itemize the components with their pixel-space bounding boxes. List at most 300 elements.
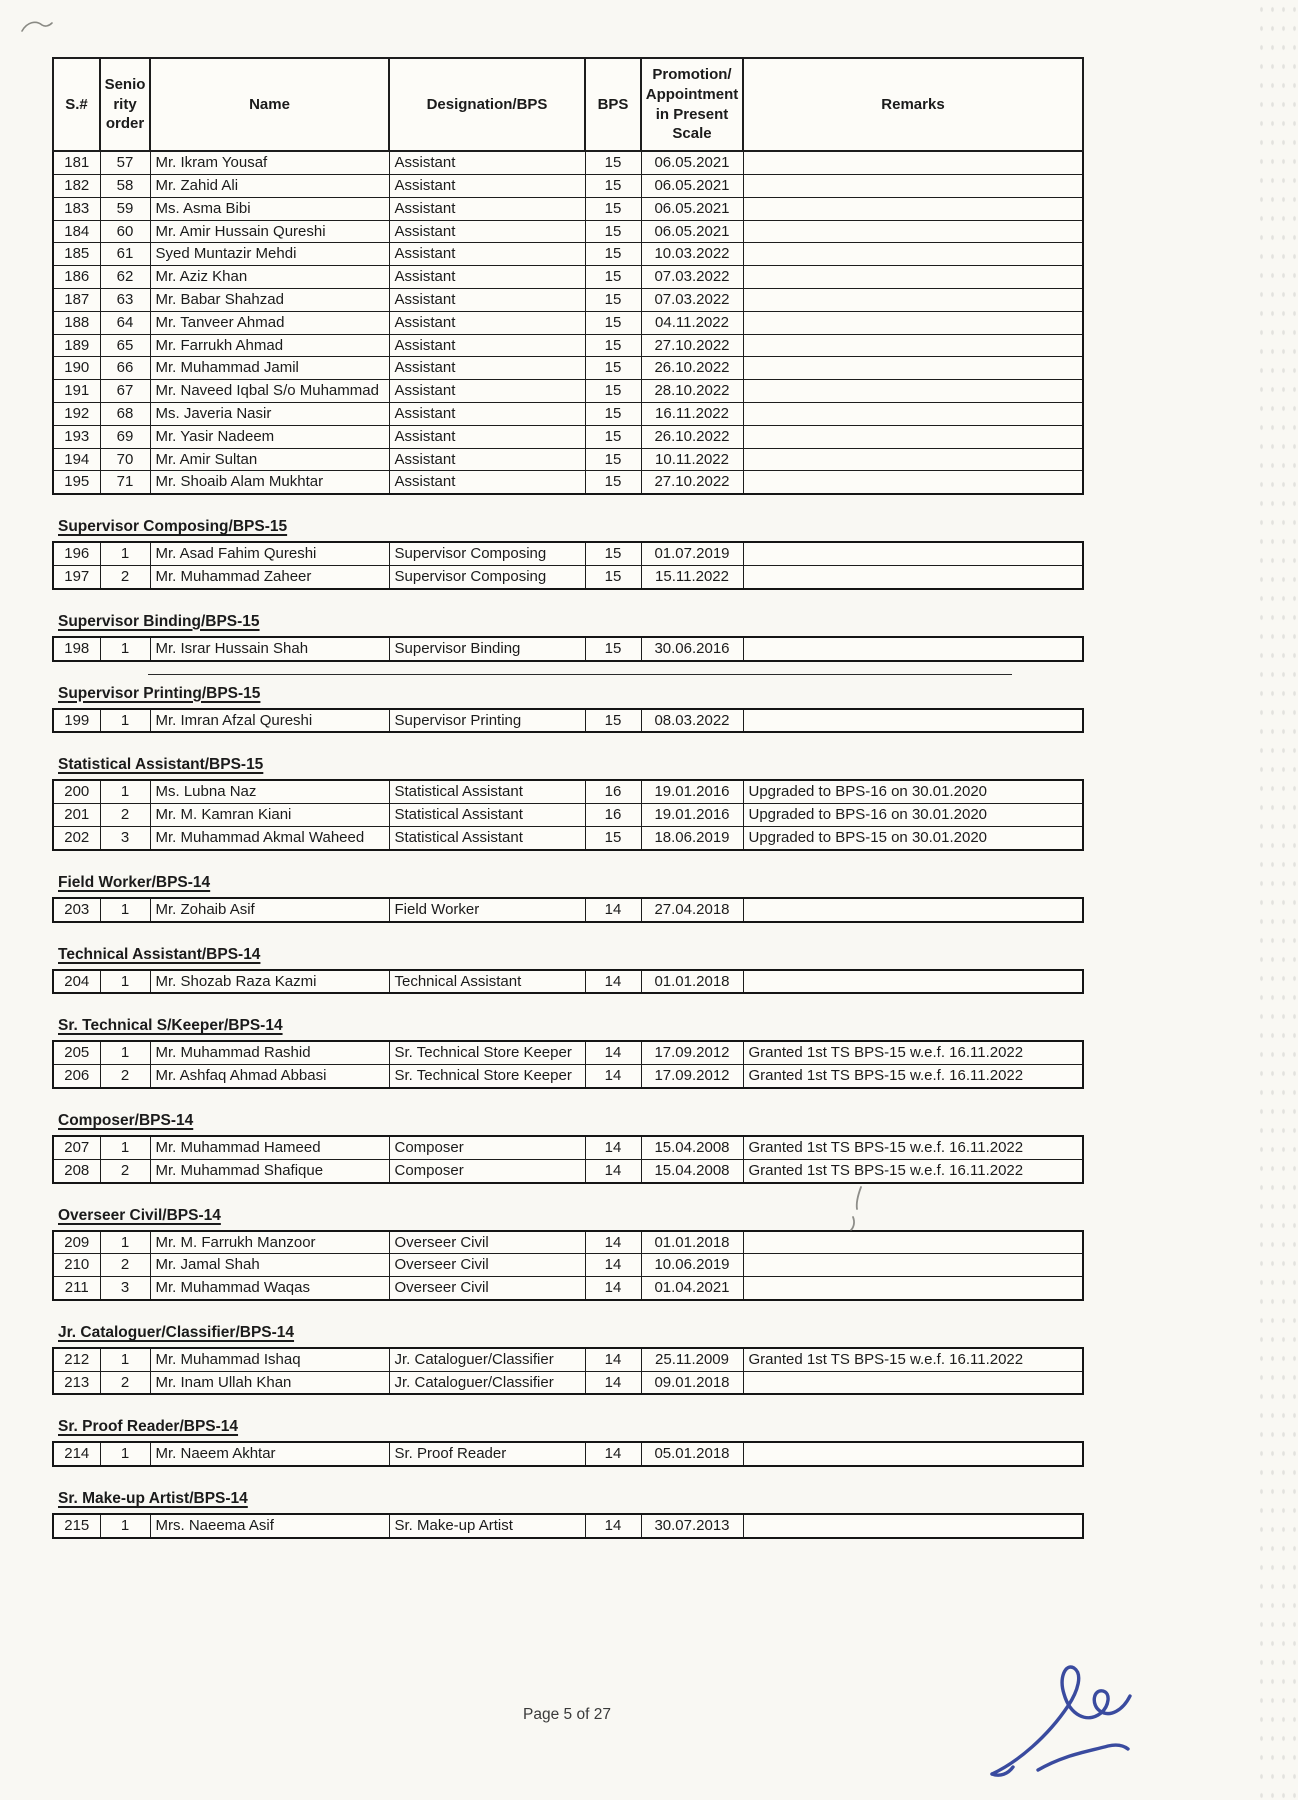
cell-bps: 15 xyxy=(585,402,641,425)
cell-designation: Assistant xyxy=(389,151,585,174)
header-name: Name xyxy=(150,58,389,151)
cell-designation: Jr. Cataloguer/Classifier xyxy=(389,1348,585,1371)
cell-name: Mr. Israr Hussain Shah xyxy=(150,637,389,661)
table-header xyxy=(53,58,1083,151)
cell-name: Mr. Zohaib Asif xyxy=(150,898,389,922)
cell-name: Mr. Muhammad Waqas xyxy=(150,1277,389,1300)
cell-name: Mr. Imran Afzal Qureshi xyxy=(150,709,389,733)
cell-sn: 186 xyxy=(53,266,100,289)
signature-ink xyxy=(980,1648,1158,1798)
cell-date: 06.05.2021 xyxy=(641,151,743,174)
table-row xyxy=(53,637,1083,661)
section-heading: Technical Assistant/BPS-14 xyxy=(58,945,261,963)
cell-sn: 203 xyxy=(53,898,100,922)
cell-seniority: 61 xyxy=(100,243,150,266)
cell-name: Mr. Muhammad Zaheer xyxy=(150,565,389,588)
cell-seniority: 3 xyxy=(100,1277,150,1300)
cell-sn: 200 xyxy=(53,780,100,803)
cell-name: Mr. Babar Shahzad xyxy=(150,288,389,311)
page-footer xyxy=(52,1706,1082,1724)
table-row xyxy=(53,471,1083,494)
section-table xyxy=(52,1347,1084,1396)
roster-section xyxy=(52,518,1298,590)
cell-sn: 213 xyxy=(53,1371,100,1394)
section-table-body xyxy=(53,709,1083,733)
table-row xyxy=(53,565,1083,588)
table-row xyxy=(53,197,1083,220)
cell-designation: Assistant xyxy=(389,380,585,403)
cell-designation: Assistant xyxy=(389,334,585,357)
cell-seniority: 1 xyxy=(100,1041,150,1064)
cell-sn: 207 xyxy=(53,1136,100,1159)
cell-remarks xyxy=(743,174,1083,197)
table-row xyxy=(53,266,1083,289)
section-table-body xyxy=(53,1136,1083,1183)
cell-designation: Jr. Cataloguer/Classifier xyxy=(389,1371,585,1394)
cell-bps: 15 xyxy=(585,288,641,311)
roster-section xyxy=(52,1112,1298,1184)
cell-remarks xyxy=(743,1442,1083,1466)
cell-bps: 15 xyxy=(585,542,641,565)
cell-date: 15.04.2008 xyxy=(641,1159,743,1182)
cell-seniority: 58 xyxy=(100,174,150,197)
section-table-body xyxy=(53,970,1083,994)
cell-remarks xyxy=(743,542,1083,565)
cell-sn: 197 xyxy=(53,565,100,588)
cell-seniority: 1 xyxy=(100,780,150,803)
cell-bps: 14 xyxy=(585,970,641,994)
cell-bps: 15 xyxy=(585,637,641,661)
table-row xyxy=(53,311,1083,334)
section-table xyxy=(52,1230,1084,1301)
table-row xyxy=(53,804,1083,827)
cell-designation: Supervisor Binding xyxy=(389,637,585,661)
cell-designation: Statistical Assistant xyxy=(389,826,585,849)
cell-sn: 209 xyxy=(53,1231,100,1254)
cell-bps: 15 xyxy=(585,448,641,471)
cell-remarks xyxy=(743,288,1083,311)
cell-name: Mr. Naveed Iqbal S/o Muhammad xyxy=(150,380,389,403)
cell-bps: 14 xyxy=(585,1065,641,1088)
cell-seniority: 1 xyxy=(100,1348,150,1371)
cell-sn: 195 xyxy=(53,471,100,494)
cell-bps: 15 xyxy=(585,425,641,448)
cell-remarks: Granted 1st TS BPS-15 w.e.f. 16.11.2022 xyxy=(743,1136,1083,1159)
cell-seniority: 2 xyxy=(100,1371,150,1394)
cell-seniority: 66 xyxy=(100,357,150,380)
cell-date: 27.04.2018 xyxy=(641,898,743,922)
cell-sn: 191 xyxy=(53,380,100,403)
cell-name: Mr. Naeem Akhtar xyxy=(150,1442,389,1466)
cell-date: 08.03.2022 xyxy=(641,709,743,733)
cell-remarks xyxy=(743,1371,1083,1394)
cell-name: Mr. Shozab Raza Kazmi xyxy=(150,970,389,994)
table-row xyxy=(53,402,1083,425)
table-row xyxy=(53,542,1083,565)
cell-name: Mr. Aziz Khan xyxy=(150,266,389,289)
cell-designation: Supervisor Composing xyxy=(389,542,585,565)
cell-sn: 190 xyxy=(53,357,100,380)
section-table xyxy=(52,779,1084,850)
cell-designation: Composer xyxy=(389,1136,585,1159)
table-row xyxy=(53,1371,1083,1394)
main-table-body xyxy=(53,151,1083,494)
cell-sn: 194 xyxy=(53,448,100,471)
cell-bps: 15 xyxy=(585,243,641,266)
cell-remarks xyxy=(743,898,1083,922)
cell-name: Mr. Ikram Yousaf xyxy=(150,151,389,174)
cell-name: Syed Muntazir Mehdi xyxy=(150,243,389,266)
cell-bps: 14 xyxy=(585,1254,641,1277)
cell-date: 05.01.2018 xyxy=(641,1442,743,1466)
cell-remarks xyxy=(743,151,1083,174)
header-bps: BPS xyxy=(585,58,641,151)
table-row xyxy=(53,780,1083,803)
cell-remarks xyxy=(743,243,1083,266)
roster-section xyxy=(52,874,1298,923)
cell-sn: 201 xyxy=(53,804,100,827)
cell-seniority: 64 xyxy=(100,311,150,334)
cell-name: Mr. Asad Fahim Qureshi xyxy=(150,542,389,565)
cell-designation: Assistant xyxy=(389,311,585,334)
table-row xyxy=(53,970,1083,994)
cell-date: 27.10.2022 xyxy=(641,334,743,357)
cell-name: Mrs. Naeema Asif xyxy=(150,1514,389,1538)
cell-name: Mr. Muhammad Jamil xyxy=(150,357,389,380)
table-row xyxy=(53,425,1083,448)
section-table-body xyxy=(53,637,1083,661)
table-row xyxy=(53,380,1083,403)
cell-sn: 185 xyxy=(53,243,100,266)
cell-date: 18.06.2019 xyxy=(641,826,743,849)
cell-date: 07.03.2022 xyxy=(641,288,743,311)
section-table-body xyxy=(53,898,1083,922)
scan-artifact-squiggle xyxy=(20,16,54,36)
cell-date: 16.11.2022 xyxy=(641,402,743,425)
cell-designation: Assistant xyxy=(389,220,585,243)
cell-sn: 192 xyxy=(53,402,100,425)
cell-date: 19.01.2016 xyxy=(641,804,743,827)
section-table xyxy=(52,1040,1084,1089)
cell-designation: Overseer Civil xyxy=(389,1254,585,1277)
cell-seniority: 60 xyxy=(100,220,150,243)
cell-seniority: 1 xyxy=(100,898,150,922)
cell-date: 28.10.2022 xyxy=(641,380,743,403)
cell-remarks xyxy=(743,637,1083,661)
cell-remarks xyxy=(743,709,1083,733)
cell-designation: Technical Assistant xyxy=(389,970,585,994)
table-row xyxy=(53,709,1083,733)
cell-bps: 14 xyxy=(585,1514,641,1538)
cell-designation: Assistant xyxy=(389,174,585,197)
table-row xyxy=(53,1442,1083,1466)
cell-designation: Assistant xyxy=(389,197,585,220)
cell-date: 06.05.2021 xyxy=(641,197,743,220)
cell-sn: 193 xyxy=(53,425,100,448)
cell-designation: Overseer Civil xyxy=(389,1277,585,1300)
cell-remarks: Granted 1st TS BPS-15 w.e.f. 16.11.2022 xyxy=(743,1159,1083,1182)
cell-date: 01.01.2018 xyxy=(641,1231,743,1254)
table-row xyxy=(53,898,1083,922)
section-heading: Jr. Cataloguer/Classifier/BPS-14 xyxy=(58,1323,295,1341)
cell-date: 09.01.2018 xyxy=(641,1371,743,1394)
cell-designation: Assistant xyxy=(389,357,585,380)
cell-seniority: 1 xyxy=(100,970,150,994)
table-row xyxy=(53,151,1083,174)
roster-section xyxy=(52,685,1298,734)
cell-seniority: 67 xyxy=(100,380,150,403)
cell-date: 17.09.2012 xyxy=(641,1041,743,1064)
cell-date: 19.01.2016 xyxy=(641,780,743,803)
cell-seniority: 59 xyxy=(100,197,150,220)
cell-designation: Sr. Make-up Artist xyxy=(389,1514,585,1538)
cell-seniority: 62 xyxy=(100,266,150,289)
table-row xyxy=(53,1041,1083,1064)
cell-name: Ms. Asma Bibi xyxy=(150,197,389,220)
table-row xyxy=(53,357,1083,380)
section-heading: Supervisor Composing/BPS-15 xyxy=(58,518,288,536)
cell-date: 10.11.2022 xyxy=(641,448,743,471)
roster-section xyxy=(52,756,1298,850)
cell-sn: 182 xyxy=(53,174,100,197)
cell-remarks xyxy=(743,357,1083,380)
cell-date: 26.10.2022 xyxy=(641,425,743,448)
cell-remarks xyxy=(743,1514,1083,1538)
cell-remarks xyxy=(743,266,1083,289)
cell-bps: 14 xyxy=(585,1136,641,1159)
cell-remarks: Granted 1st TS BPS-15 w.e.f. 16.11.2022 xyxy=(743,1348,1083,1371)
cell-seniority: 1 xyxy=(100,1231,150,1254)
cell-sn: 202 xyxy=(53,826,100,849)
cell-name: Mr. Farrukh Ahmad xyxy=(150,334,389,357)
section-table-body xyxy=(53,1442,1083,1466)
cell-seniority: 2 xyxy=(100,1254,150,1277)
header-sn: S.# xyxy=(53,58,100,151)
cell-remarks xyxy=(743,380,1083,403)
header-seniority-order: Senio rity order xyxy=(100,58,150,151)
cell-seniority: 1 xyxy=(100,1442,150,1466)
cell-name: Mr. Yasir Nadeem xyxy=(150,425,389,448)
cell-bps: 15 xyxy=(585,380,641,403)
cell-date: 25.11.2009 xyxy=(641,1348,743,1371)
cell-seniority: 65 xyxy=(100,334,150,357)
section-heading: Sr. Make-up Artist/BPS-14 xyxy=(58,1490,248,1508)
cell-remarks: Upgraded to BPS-16 on 30.01.2020 xyxy=(743,804,1083,827)
cell-sn: 188 xyxy=(53,311,100,334)
table-row xyxy=(53,826,1083,849)
header-designation: Designation/BPS xyxy=(389,58,585,151)
cell-designation: Supervisor Printing xyxy=(389,709,585,733)
cell-seniority: 70 xyxy=(100,448,150,471)
section-table xyxy=(52,636,1084,662)
table-row xyxy=(53,220,1083,243)
seniority-table-main xyxy=(52,57,1084,495)
cell-seniority: 1 xyxy=(100,542,150,565)
cell-sn: 199 xyxy=(53,709,100,733)
page-number-label: Page 5 of 27 xyxy=(523,1706,611,1723)
table-row xyxy=(53,1514,1083,1538)
roster-section xyxy=(52,613,1298,662)
cell-seniority: 1 xyxy=(100,637,150,661)
cell-designation: Field Worker xyxy=(389,898,585,922)
cell-designation: Assistant xyxy=(389,471,585,494)
cell-seniority: 2 xyxy=(100,804,150,827)
cell-sn: 210 xyxy=(53,1254,100,1277)
cell-remarks xyxy=(743,425,1083,448)
cell-remarks xyxy=(743,334,1083,357)
cell-designation: Assistant xyxy=(389,402,585,425)
cell-designation: Sr. Technical Store Keeper xyxy=(389,1065,585,1088)
cell-name: Mr. Ashfaq Ahmad Abbasi xyxy=(150,1065,389,1088)
cell-sn: 184 xyxy=(53,220,100,243)
cell-name: Ms. Javeria Nasir xyxy=(150,402,389,425)
cell-seniority: 2 xyxy=(100,1159,150,1182)
cell-sn: 206 xyxy=(53,1065,100,1088)
cell-name: Mr. Inam Ullah Khan xyxy=(150,1371,389,1394)
section-heading: Sr. Technical S/Keeper/BPS-14 xyxy=(58,1017,283,1035)
section-table xyxy=(52,1135,1084,1184)
cell-date: 17.09.2012 xyxy=(641,1065,743,1088)
cell-date: 01.07.2019 xyxy=(641,542,743,565)
cell-designation: Statistical Assistant xyxy=(389,804,585,827)
section-table-body xyxy=(53,1348,1083,1395)
header-row xyxy=(53,58,1083,151)
cell-sn: 211 xyxy=(53,1277,100,1300)
cell-date: 15.11.2022 xyxy=(641,565,743,588)
section-heading: Supervisor Binding/BPS-15 xyxy=(58,612,260,630)
cell-designation: Assistant xyxy=(389,266,585,289)
table-row xyxy=(53,243,1083,266)
section-heading: Statistical Assistant/BPS-15 xyxy=(58,756,264,774)
cell-seniority: 3 xyxy=(100,826,150,849)
cell-remarks: Granted 1st TS BPS-15 w.e.f. 16.11.2022 xyxy=(743,1065,1083,1088)
table-row xyxy=(53,1136,1083,1159)
cell-sn: 208 xyxy=(53,1159,100,1182)
cell-bps: 14 xyxy=(585,1041,641,1064)
section-heading: Sr. Proof Reader/BPS-14 xyxy=(58,1418,239,1436)
cell-sn: 204 xyxy=(53,970,100,994)
table-row xyxy=(53,1277,1083,1300)
cell-name: Mr. Muhammad Rashid xyxy=(150,1041,389,1064)
cell-bps: 15 xyxy=(585,357,641,380)
section-table xyxy=(52,1441,1084,1467)
cell-designation: Assistant xyxy=(389,288,585,311)
cell-sn: 181 xyxy=(53,151,100,174)
table-row xyxy=(53,1231,1083,1254)
cell-remarks xyxy=(743,1254,1083,1277)
cell-date: 15.04.2008 xyxy=(641,1136,743,1159)
cell-date: 27.10.2022 xyxy=(641,471,743,494)
cell-name: Mr. M. Farrukh Manzoor xyxy=(150,1231,389,1254)
cell-remarks xyxy=(743,402,1083,425)
roster-section xyxy=(52,1324,1298,1396)
cell-remarks xyxy=(743,197,1083,220)
cell-bps: 15 xyxy=(585,174,641,197)
header-promotion-date: Promotion/ Appointment in Present Scale xyxy=(641,58,743,151)
cell-seniority: 71 xyxy=(100,471,150,494)
roster-section xyxy=(52,1490,1298,1539)
cell-bps: 15 xyxy=(585,334,641,357)
cell-remarks xyxy=(743,1231,1083,1254)
section-table xyxy=(52,969,1084,995)
section-table xyxy=(52,708,1084,734)
cell-bps: 14 xyxy=(585,1277,641,1300)
cell-seniority: 69 xyxy=(100,425,150,448)
cell-date: 07.03.2022 xyxy=(641,266,743,289)
cell-bps: 16 xyxy=(585,804,641,827)
header-remarks: Remarks xyxy=(743,58,1083,151)
scan-artifact-ink-mark xyxy=(845,1183,871,1233)
cell-bps: 16 xyxy=(585,780,641,803)
cell-remarks xyxy=(743,1277,1083,1300)
cell-name: Mr. Muhammad Ishaq xyxy=(150,1348,389,1371)
cell-remarks: Upgraded to BPS-15 on 30.01.2020 xyxy=(743,826,1083,849)
cell-bps: 15 xyxy=(585,197,641,220)
section-table xyxy=(52,1513,1084,1539)
cell-date: 01.01.2018 xyxy=(641,970,743,994)
section-heading: Overseer Civil/BPS-14 xyxy=(58,1206,221,1224)
cell-designation: Assistant xyxy=(389,425,585,448)
cell-designation: Supervisor Composing xyxy=(389,565,585,588)
cell-seniority: 1 xyxy=(100,1514,150,1538)
section-table-body xyxy=(53,1514,1083,1538)
cell-name: Mr. Tanveer Ahmad xyxy=(150,311,389,334)
roster-section xyxy=(52,1207,1298,1301)
cell-seniority: 57 xyxy=(100,151,150,174)
table-row xyxy=(53,1348,1083,1371)
cell-remarks xyxy=(743,311,1083,334)
cell-name: Mr. Muhammad Akmal Waheed xyxy=(150,826,389,849)
cell-bps: 15 xyxy=(585,266,641,289)
cell-sn: 196 xyxy=(53,542,100,565)
cell-sn: 214 xyxy=(53,1442,100,1466)
cell-remarks: Granted 1st TS BPS-15 w.e.f. 16.11.2022 xyxy=(743,1041,1083,1064)
cell-name: Mr. M. Kamran Kiani xyxy=(150,804,389,827)
cell-bps: 14 xyxy=(585,1371,641,1394)
cell-sn: 205 xyxy=(53,1041,100,1064)
cell-bps: 15 xyxy=(585,826,641,849)
cell-date: 30.06.2016 xyxy=(641,637,743,661)
cell-bps: 14 xyxy=(585,1442,641,1466)
cell-seniority: 2 xyxy=(100,1065,150,1088)
table-row xyxy=(53,448,1083,471)
section-table-body xyxy=(53,1231,1083,1300)
cell-date: 30.07.2013 xyxy=(641,1514,743,1538)
cell-seniority: 63 xyxy=(100,288,150,311)
section-heading: Field Worker/BPS-14 xyxy=(58,873,211,891)
cell-sn: 198 xyxy=(53,637,100,661)
cell-sn: 183 xyxy=(53,197,100,220)
cell-seniority: 2 xyxy=(100,565,150,588)
cell-seniority: 1 xyxy=(100,1136,150,1159)
cell-remarks xyxy=(743,565,1083,588)
cell-bps: 14 xyxy=(585,1231,641,1254)
cell-date: 26.10.2022 xyxy=(641,357,743,380)
section-heading: Composer/BPS-14 xyxy=(58,1111,194,1129)
cell-name: Mr. Jamal Shah xyxy=(150,1254,389,1277)
cell-name: Ms. Lubna Naz xyxy=(150,780,389,803)
cell-seniority: 1 xyxy=(100,709,150,733)
cell-remarks xyxy=(743,448,1083,471)
section-table-body xyxy=(53,1041,1083,1088)
cell-sn: 212 xyxy=(53,1348,100,1371)
section-table-body xyxy=(53,780,1083,849)
cell-date: 10.06.2019 xyxy=(641,1254,743,1277)
cell-bps: 15 xyxy=(585,471,641,494)
cell-bps: 15 xyxy=(585,151,641,174)
roster-section xyxy=(52,1418,1298,1467)
cell-designation: Sr. Technical Store Keeper xyxy=(389,1041,585,1064)
